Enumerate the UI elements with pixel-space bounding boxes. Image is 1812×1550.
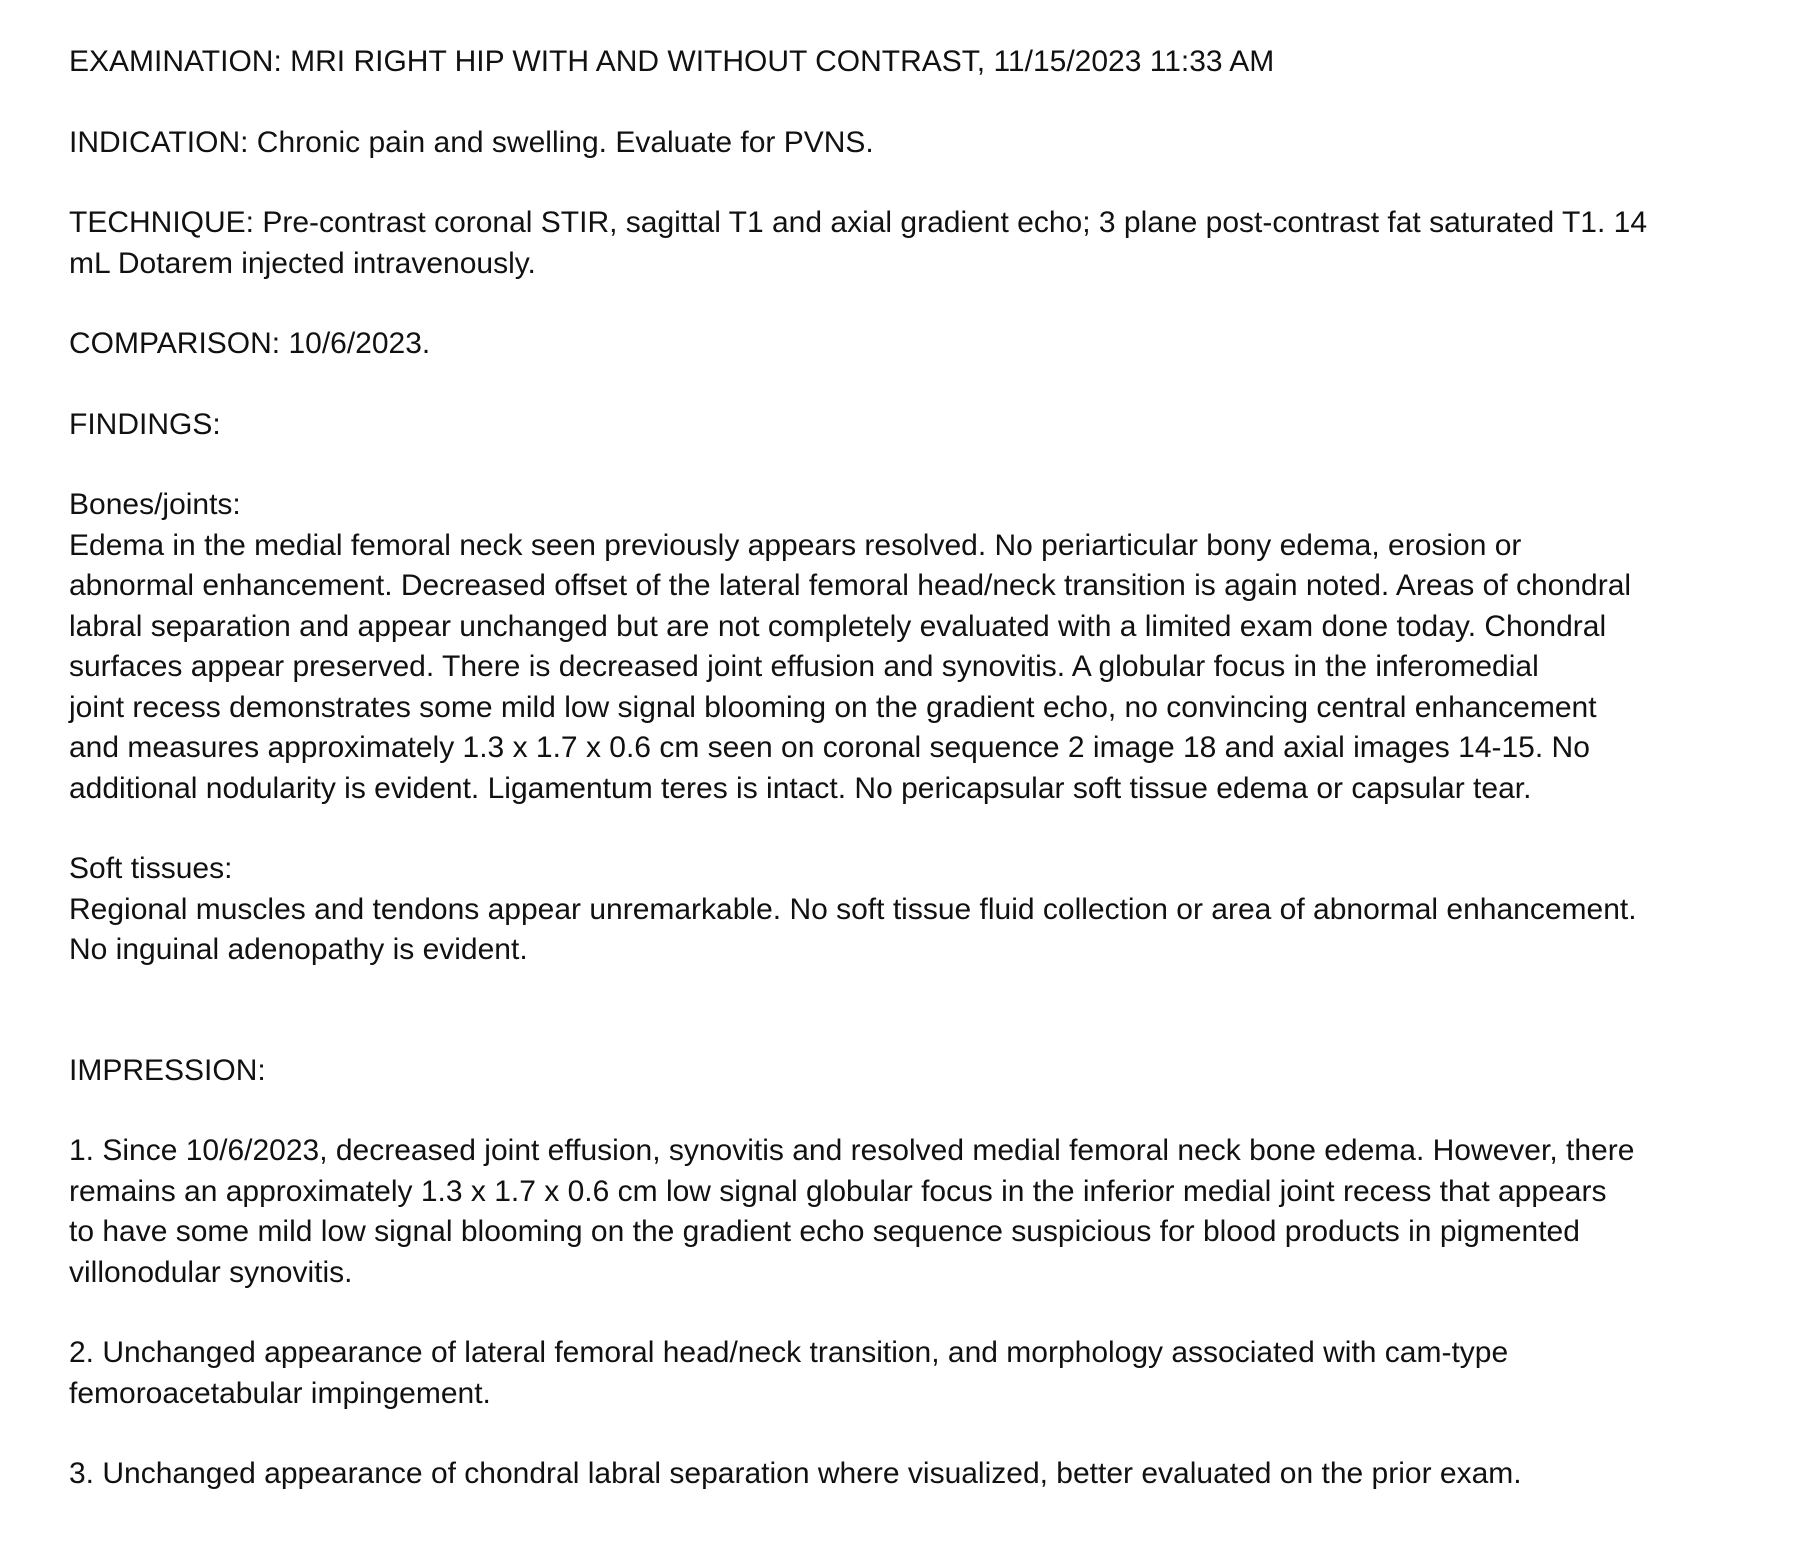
bones-joints-line: additional nodularity is evident. Ligamentum teres is intact. No pericapsular soft tissue edema or capsular tear. [69, 771, 1532, 805]
examination-text: EXAMINATION: MRI RIGHT HIP WITH AND WITHOUT CONTRAST, 11/15/2023 11:33 AM [69, 45, 1275, 78]
technique-line: mL Dotarem injected intravenously. [69, 246, 536, 280]
soft-tissues-line: Regional muscles and tendons appear unremarkable. No soft tissue fluid collection or area of abnormal enhancement. [69, 892, 1637, 926]
bones-joints-line: Edema in the medial femoral neck seen previously appears resolved. No periarticular bony edema, erosion or [69, 528, 1522, 562]
soft-tissues-heading: Soft tissues: [69, 852, 233, 885]
impression-item-2 [69, 1333, 1789, 1414]
impression-item-line: to have some mild low signal blooming on the gradient echo sequence suspicious for blood products in pigmented [69, 1215, 1580, 1248]
bones-joints-line: surfaces appear preserved. There is decreased joint effusion and synovitis. A globular focus in the inferomedial [69, 650, 1539, 683]
indication-text: INDICATION: Chronic pain and swelling. Evaluate for PVNS. [69, 125, 874, 159]
technique-paragraph [69, 203, 1789, 284]
impression-item-1 [69, 1131, 1789, 1293]
radiology-report [69, 42, 1789, 1535]
findings-heading [69, 405, 1789, 446]
soft-tissues-line: No inguinal adenopathy is evident. [69, 933, 528, 966]
impression-heading [69, 1051, 1789, 1092]
technique-line: TECHNIQUE: Pre-contrast coronal STIR, sagittal T1 and axial gradient echo; 3 plane post-contrast fat saturated T1. 14 [69, 206, 1648, 239]
impression-item-line: 1. Since 10/6/2023, decreased joint effusion, synovitis and resolved medial femoral neck bone edema. However, there [69, 1134, 1635, 1167]
bones-joints-line: labral separation and appear unchanged but are not completely evaluated with a limited exam done today. Chondral [69, 609, 1607, 643]
comparison-text: COMPARISON: 10/6/2023. [69, 327, 431, 360]
soft-tissues-section [69, 849, 1789, 971]
bones-joints-line: abnormal enhancement. Decreased offset of the lateral femoral head/neck transition is again noted. Areas of chondral [69, 569, 1632, 602]
impression-item-3 [69, 1454, 1789, 1495]
impression-item-line: 3. Unchanged appearance of chondral labral separation where visualized, better evaluated on the prior exam. [69, 1457, 1522, 1490]
bones-joints-section [69, 485, 1789, 809]
impression-item-line: remains an approximately 1.3 x 1.7 x 0.6 cm low signal globular focus in the inferior medial joint recess that appears [69, 1174, 1607, 1208]
findings-heading-text: FINDINGS: [69, 407, 221, 441]
impression-item-line: femoroacetabular impingement. [69, 1376, 491, 1410]
impression-item-line: villonodular synovitis. [69, 1255, 353, 1289]
examination-line [69, 42, 1789, 83]
indication-line [69, 123, 1789, 164]
comparison-line [69, 324, 1789, 365]
bones-joints-heading: Bones/joints: [69, 488, 241, 521]
bones-joints-line: joint recess demonstrates some mild low signal blooming on the gradient echo, no convincing central enhancement [69, 690, 1597, 724]
impression-item-line: 2. Unchanged appearance of lateral femoral head/neck transition, and morphology associated with cam-type [69, 1336, 1509, 1369]
impression-heading-text: IMPRESSION: [69, 1053, 266, 1087]
bones-joints-line: and measures approximately 1.3 x 1.7 x 0.6 cm seen on coronal sequence 2 image 18 and axial images 14-15. No [69, 731, 1590, 764]
